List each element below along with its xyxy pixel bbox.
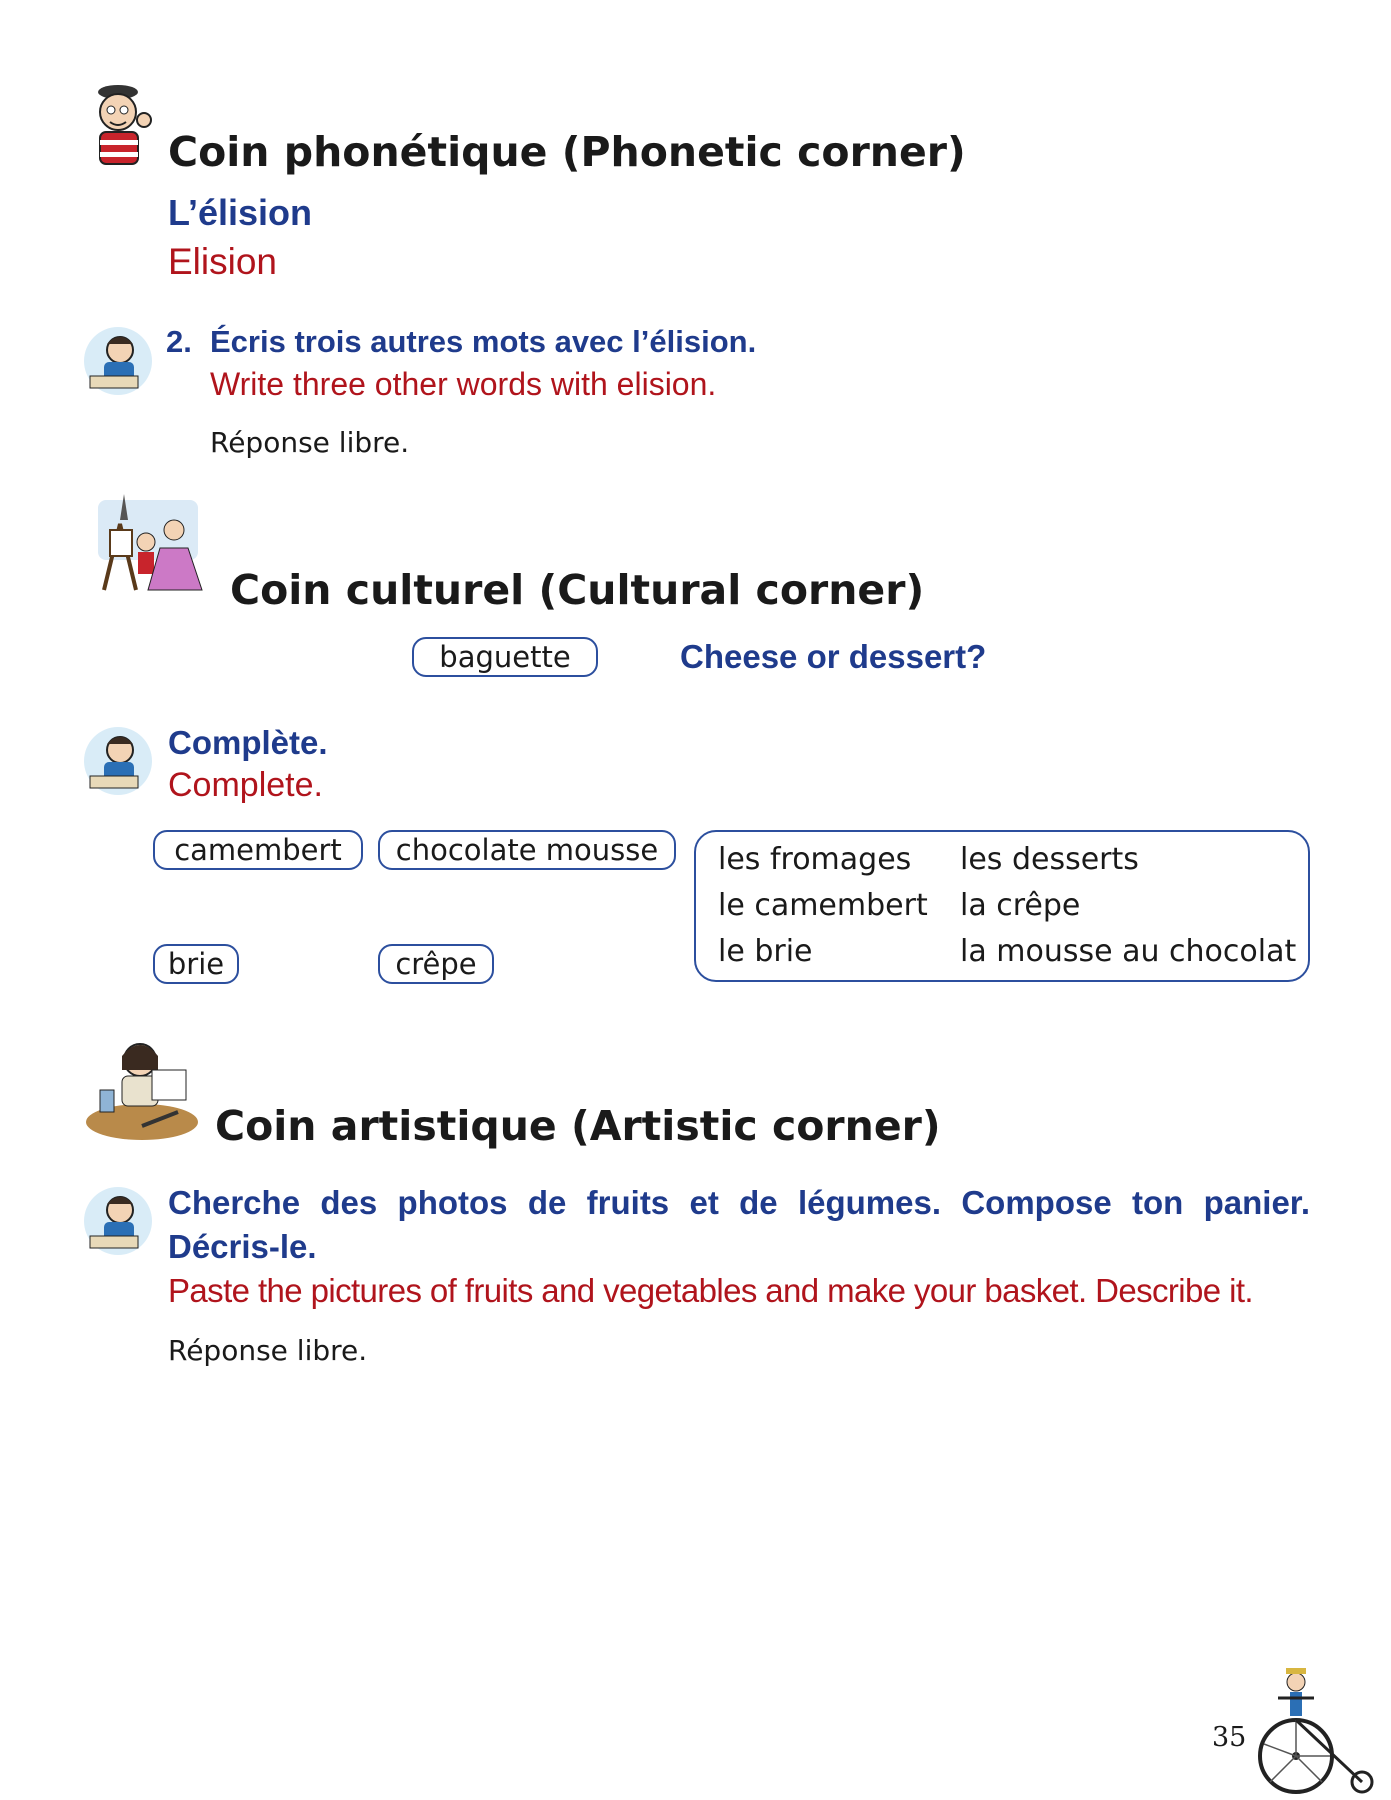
word-pill-crepe: crêpe (378, 944, 494, 984)
artistic-instruction-en: Paste the pictures of fruits and vegetables and make your basket. Describe it. (168, 1272, 1253, 1309)
elision-title-en: Elision (168, 241, 277, 282)
girl-crafting-illustration-icon (82, 1030, 200, 1142)
phonetic-instruction-en: Write three other words with elision. (210, 366, 717, 402)
word-pill-chocolate-mousse: chocolate mousse (378, 830, 676, 870)
penny-farthing-illustration-icon (1250, 1660, 1380, 1796)
phonetic-heading: Coin phonétique (Phonetic corner) (168, 128, 966, 176)
table-cell: la crêpe (960, 888, 1081, 923)
table-header-cheeses: les fromages (718, 842, 912, 877)
exercise-number: 2. (166, 324, 192, 359)
word-pill-camembert: camembert (153, 830, 363, 870)
word-pill-brie: brie (153, 944, 239, 984)
phonetic-instruction-fr: Écris trois autres mots avec l’élision. (210, 324, 757, 359)
artistic-instruction-fr-line2: Décris-le. (168, 1228, 317, 1265)
boy-writing-illustration-icon (82, 1186, 154, 1256)
cultural-heading: Coin culturel (Cultural corner) (230, 566, 925, 614)
artistic-instruction-fr-line1: Cherche des photos de fruits et de légumes. Compose ton panier. (168, 1184, 1310, 1221)
artistic-answer: Réponse libre. (168, 1334, 368, 1367)
cultural-instruction-en: Complete. (168, 766, 323, 804)
elision-title-fr: L’élision (168, 192, 313, 233)
boy-writing-illustration-icon (82, 326, 154, 396)
table-header-desserts: les desserts (960, 842, 1139, 877)
table-cell: le camembert (718, 888, 928, 923)
cultural-question: Cheese or dessert? (680, 638, 987, 675)
page-number: 35 (1212, 1722, 1247, 1753)
word-pill-baguette: baguette (412, 637, 598, 677)
table-cell: la mousse au chocolat (960, 934, 1297, 969)
artistic-heading: Coin artistique (Artistic corner) (215, 1102, 941, 1150)
cultural-instruction-fr: Complète. (168, 724, 328, 761)
answer-table (694, 830, 1310, 982)
phonetic-answer: Réponse libre. (210, 426, 410, 459)
boy-writing-illustration-icon (82, 726, 154, 796)
painter-easel-illustration-icon (84, 490, 214, 602)
table-cell: le brie (718, 934, 813, 969)
boy-beret-illustration-icon (84, 80, 156, 168)
